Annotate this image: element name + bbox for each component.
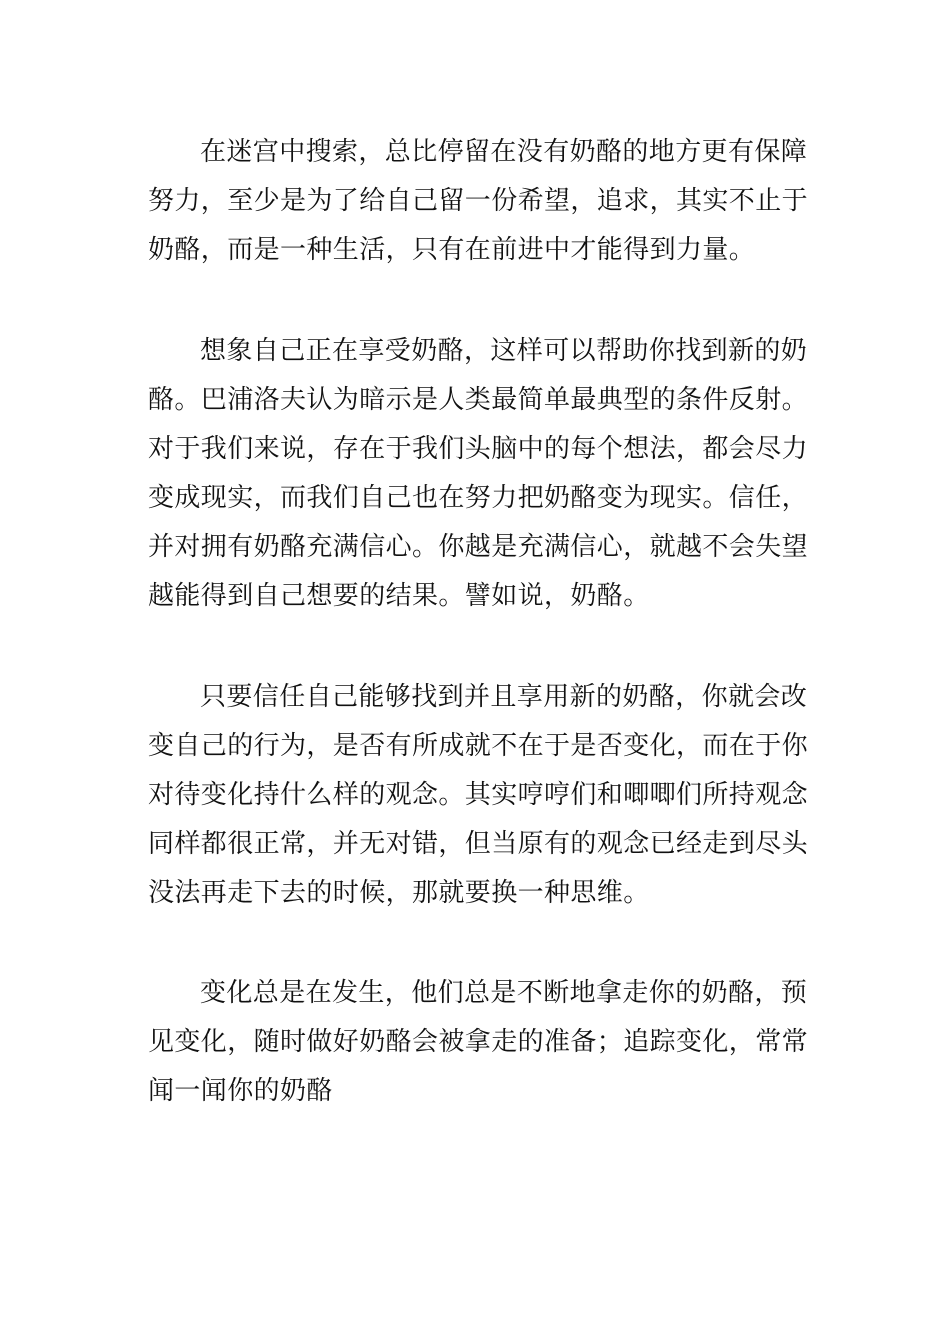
paragraph-3 [148,673,808,918]
text-line: 对待变化持什么样的观念。其实哼哼们和唧唧们所持观念 [148,780,809,810]
text-line: 没法再走下去的时候，那就要换一种思维。 [148,878,650,908]
text-line: 变自己的行为，是否有所成就不在于是否变化，而在于你 [148,731,809,761]
paragraph-2 [148,327,808,621]
text-line: 同样都很正常，并无对错，但当原有的观念已经走到尽头 [148,829,809,859]
text-line: 越能得到自己想要的结果。譬如说，奶酪。 [148,581,650,611]
text-line: 对于我们来说，存在于我们头脑中的每个想法，都会尽力 [148,434,809,464]
text-line: 只要信任自己能够找到并且享用新的奶酪，你就会改 [200,682,808,712]
text-line: 想象自己正在享受奶酪，这样可以帮助你找到新的奶 [200,336,808,366]
text-line: 努力，至少是为了给自己留一份希望，追求，其实不止于 [148,186,809,216]
text-line: 闻一闻你的奶酪 [148,1076,333,1106]
text-line: 并对拥有奶酪充满信心。你越是充满信心，就越不会失望 [148,532,809,562]
text-line: 奶酪，而是一种生活，只有在前进中才能得到力量。 [148,235,756,265]
text-line: 在迷宫中搜索，总比停留在没有奶酪的地方更有保障 [200,137,808,167]
text-line: 变化总是在发生，他们总是不断地拿走你的奶酪，预 [200,978,808,1008]
text-line: 酪。巴浦洛夫认为暗示是人类最简单最典型的条件反射。 [148,385,809,415]
paragraph-1 [148,128,808,275]
text-line: 变成现实，而我们自己也在努力把奶酪变为现实。信任， [148,483,809,513]
paragraph-4 [148,969,808,1116]
text-line: 见变化，随时做好奶酪会被拿走的准备；追踪变化，常常 [148,1027,809,1057]
